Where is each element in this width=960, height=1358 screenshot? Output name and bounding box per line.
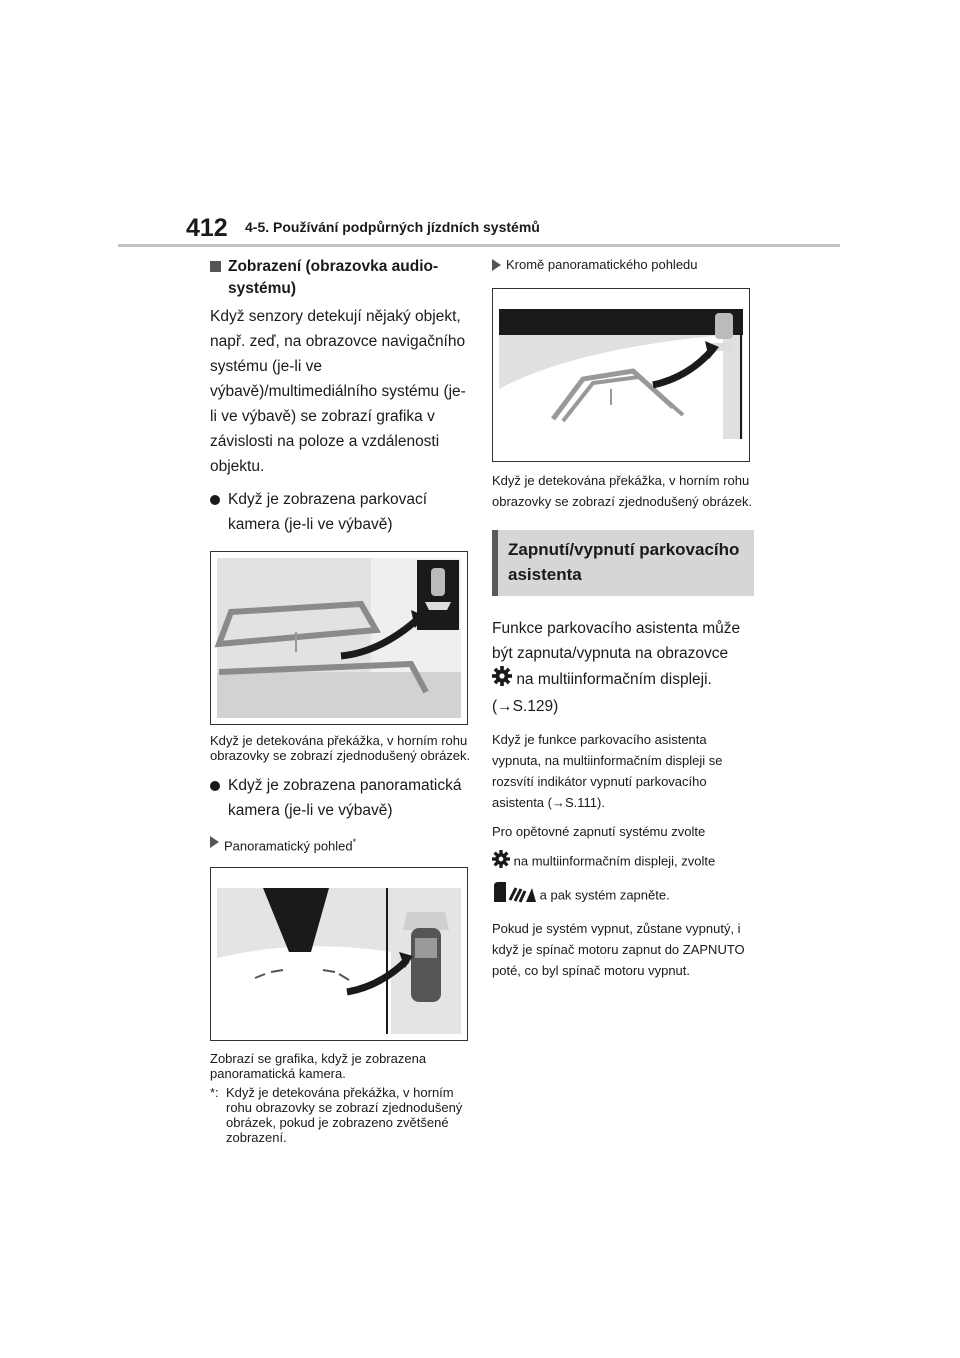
- reenable-paragraph: Pro opětovné zapnutí systému zvolte: [492, 824, 706, 839]
- chapter-title: 4-5. Používání podpůrných jízdních systémů: [245, 219, 540, 235]
- select-settings-line: na multiinformačním displeji, zvolte: [492, 850, 754, 874]
- page-number: 412: [186, 214, 228, 242]
- multi-view-illustration: [493, 289, 749, 461]
- arrow-item-panoramic-view: Panoramatický pohled*: [210, 833, 472, 855]
- triangle-marker-icon: [210, 836, 219, 848]
- square-marker-icon: [210, 261, 221, 272]
- caption-except-panoramic: Když je detekována překážka, v horním rohu obrazovky se zobrazí zjednodušený obrázek.: [492, 473, 753, 509]
- off-indicator-paragraph: Když je funkce parkovacího asistenta vypnuta, na multiinformačním displeji se rozsvítí indikátor vypnutí parkovacího asistenta (→S.111).: [492, 732, 723, 810]
- panoramic-illustration: [211, 868, 467, 1040]
- header-rule: [118, 244, 840, 247]
- right-column: [492, 256, 754, 989]
- section-title-box: Zapnutí/vypnutí parkovacího asistenta: [492, 530, 754, 596]
- bullet-dot-icon: [210, 495, 220, 505]
- bullet-rear-camera: Když je zobrazena parkovací kamera (je-li ve výbavě): [210, 487, 472, 537]
- caption-rear-camera: Když je detekována překážka, v horním rohu obrazovky se zobrazí zjednodušený obrázek.: [210, 733, 471, 763]
- footnote: *: Když je detekována překážka, v horním rohu obrazovky se zobrazí zjednodušený obrázek, pokud je zobrazeno zvětšené zobrazení.: [210, 1085, 463, 1146]
- figure-panoramic-view: [210, 867, 468, 1041]
- gear-icon: [492, 850, 510, 874]
- intro-paragraph: Když senzory detekují nějaký objekt, např. zeď, na obrazovce navigačního systému (je-li ve výbavě)/multimediálního systému (je-li ve výbavě) se zobrazí grafika v závislosti na poloze a vzdálenosti objektu.: [210, 308, 466, 475]
- caption-panoramic: Zobrazí se grafika, když je zobrazena panoramatická kamera.: [210, 1051, 427, 1082]
- select-parking-icon-line: a pak systém zapněte.: [492, 882, 754, 910]
- left-column: [210, 256, 472, 1145]
- persist-off-paragraph: Pokud je systém vypnut, zůstane vypnutý, i když je spínač motoru zapnut do ZAPNUTO poté, co byl spínač motoru vypnut.: [492, 921, 745, 978]
- section-heading: Zobrazení (obrazovka audio-systému): [210, 256, 472, 300]
- bullet-dot-icon: [210, 781, 220, 791]
- parking-sensor-icon: [492, 882, 536, 910]
- bullet-panoramic-camera: Když je zobrazena panoramatická kamera (je-li ve výbavě): [210, 773, 472, 823]
- gear-icon: [492, 666, 512, 694]
- figure-except-panoramic: [492, 288, 750, 462]
- arrow-item-except-panoramic: Kromě panoramatického pohledu: [492, 256, 754, 274]
- figure-rear-camera: [210, 551, 468, 725]
- triangle-marker-icon: [492, 259, 501, 271]
- toggle-paragraph: Funkce parkovacího asistenta může být zapnuta/vypnuta na obrazovce na multiinformačním displeji. (→S.129): [492, 620, 741, 715]
- rear-camera-illustration: [211, 552, 467, 724]
